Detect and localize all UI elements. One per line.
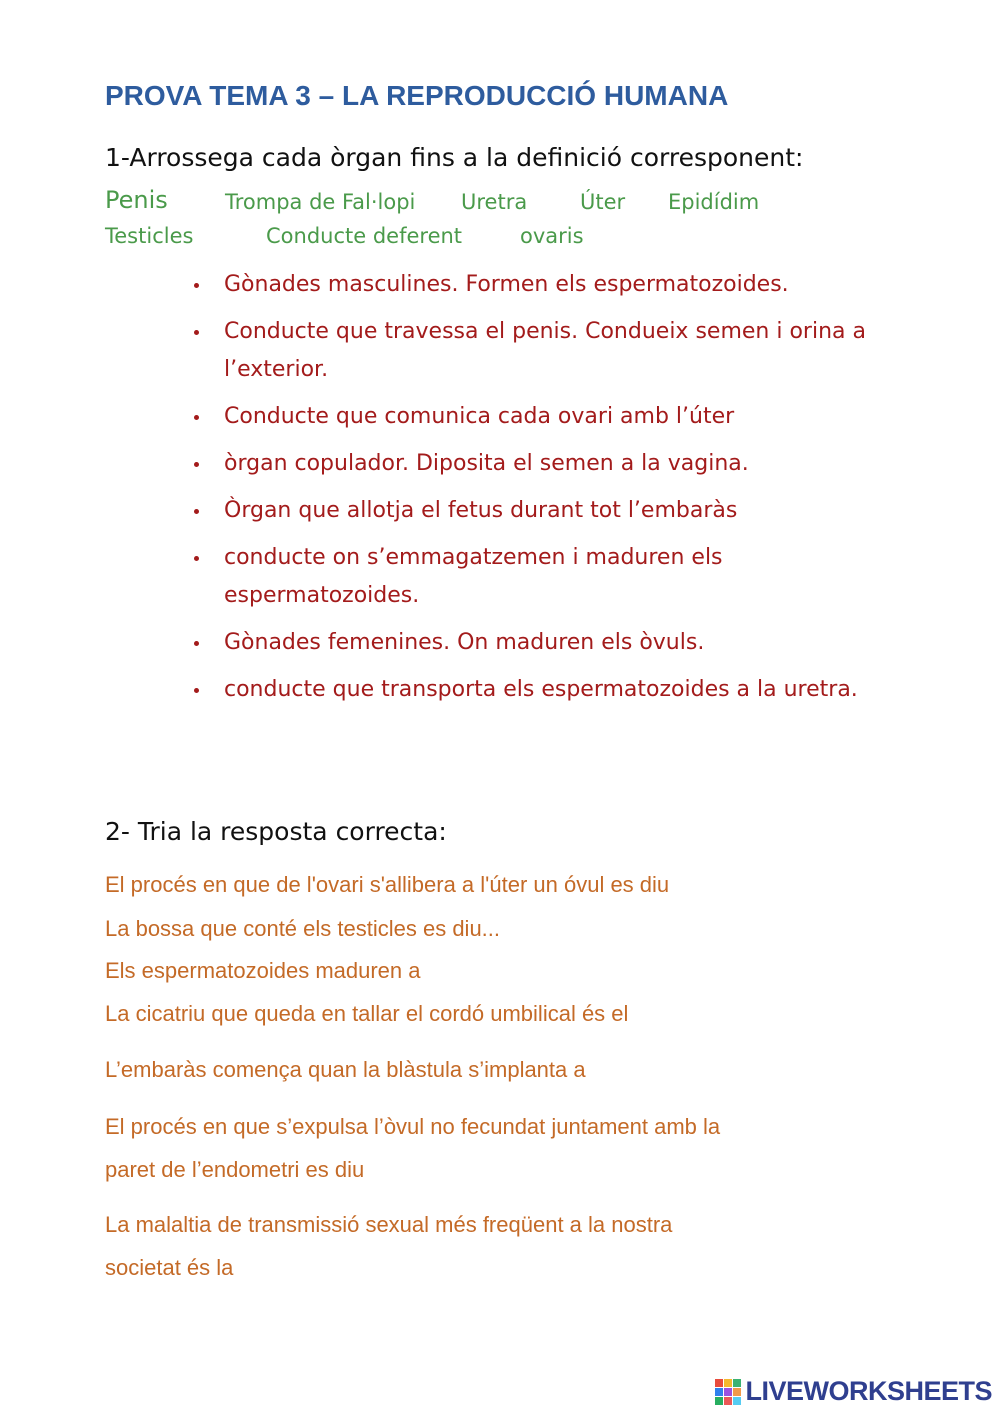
- choice-question-continued: societat és la: [105, 1255, 234, 1280]
- bullet-icon: [194, 688, 199, 693]
- definition-item[interactable]: conducte que transporta els espermatozoides a la uretra.: [190, 671, 890, 709]
- bullet-icon: [194, 462, 199, 467]
- bullet-icon: [194, 509, 199, 514]
- logo-text: LIVEWORKSHEETS: [745, 1376, 992, 1406]
- logo-square: [733, 1388, 741, 1396]
- logo-square: [724, 1388, 732, 1396]
- drag-word-testicles[interactable]: Testicles: [105, 224, 194, 248]
- logo-square: [715, 1388, 723, 1396]
- drag-word-epididim[interactable]: Epidídim: [668, 190, 760, 214]
- choice-question[interactable]: La malaltia de transmissió sexual més freqüent a la nostra: [105, 1212, 673, 1237]
- page-title: PROVA TEMA 3 – LA REPRODUCCIÓ HUMANA: [105, 80, 729, 111]
- bullet-icon: [194, 330, 199, 335]
- definitions-list: [190, 266, 890, 718]
- definition-item[interactable]: òrgan copulador. Diposita el semen a la vagina.: [190, 445, 890, 483]
- choice-question[interactable]: La bossa que conté els testicles es diu...: [105, 916, 501, 941]
- choice-question[interactable]: Els espermatozoides maduren a: [105, 958, 421, 983]
- choice-question[interactable]: L’embaràs comença quan la blàstula s’implanta a: [105, 1057, 586, 1082]
- question-2-prompt: 2- Tria la resposta correcta:: [105, 817, 447, 846]
- question-1-prompt: 1-Arrossega cada òrgan fins a la definició corresponent:: [105, 143, 804, 172]
- logo-square: [733, 1379, 741, 1387]
- bullet-icon: [194, 283, 199, 288]
- choice-question-continued: paret de l’endometri es diu: [105, 1157, 365, 1182]
- choice-question[interactable]: La cicatriu que queda en tallar el cordó umbilical és el: [105, 1001, 629, 1026]
- drag-word-uretra[interactable]: Uretra: [461, 190, 528, 214]
- definition-item[interactable]: Òrgan que allotja el fetus durant tot l’embaràs: [190, 492, 890, 530]
- drag-word-trompa[interactable]: Trompa de Fal·lopi: [225, 190, 416, 214]
- definition-item[interactable]: Conducte que comunica cada ovari amb l’úter: [190, 398, 890, 436]
- bullet-icon: [194, 556, 199, 561]
- definition-item[interactable]: Conducte que travessa el penis. Condueix semen i orina a l’exterior.: [190, 313, 890, 389]
- logo-square: [733, 1397, 741, 1405]
- drag-word-uter[interactable]: Úter: [580, 190, 626, 214]
- definition-item[interactable]: Gònades masculines. Formen els espermatozoides.: [190, 266, 890, 304]
- logo-square: [724, 1397, 732, 1405]
- drag-word-conducte-deferent[interactable]: Conducte deferent: [266, 224, 463, 248]
- bullet-icon: [194, 415, 199, 420]
- drag-word-penis[interactable]: Penis: [105, 186, 168, 214]
- choice-question[interactable]: El procés en que de l'ovari s'allibera a l'úter un óvul es diu: [105, 872, 670, 897]
- liveworksheets-logo: [715, 1376, 992, 1407]
- logo-grid-icon: [715, 1379, 741, 1405]
- drag-word-ovaris[interactable]: ovaris: [520, 224, 584, 248]
- logo-square: [715, 1397, 723, 1405]
- definition-item[interactable]: conducte on s’emmagatzemen i maduren els espermatozoides.: [190, 539, 890, 615]
- logo-square: [724, 1379, 732, 1387]
- definition-item[interactable]: Gònades femenines. On maduren els òvuls.: [190, 624, 890, 662]
- choice-question[interactable]: El procés en que s’expulsa l’òvul no fecundat juntament amb la: [105, 1114, 721, 1139]
- logo-square: [715, 1379, 723, 1387]
- bullet-icon: [194, 641, 199, 646]
